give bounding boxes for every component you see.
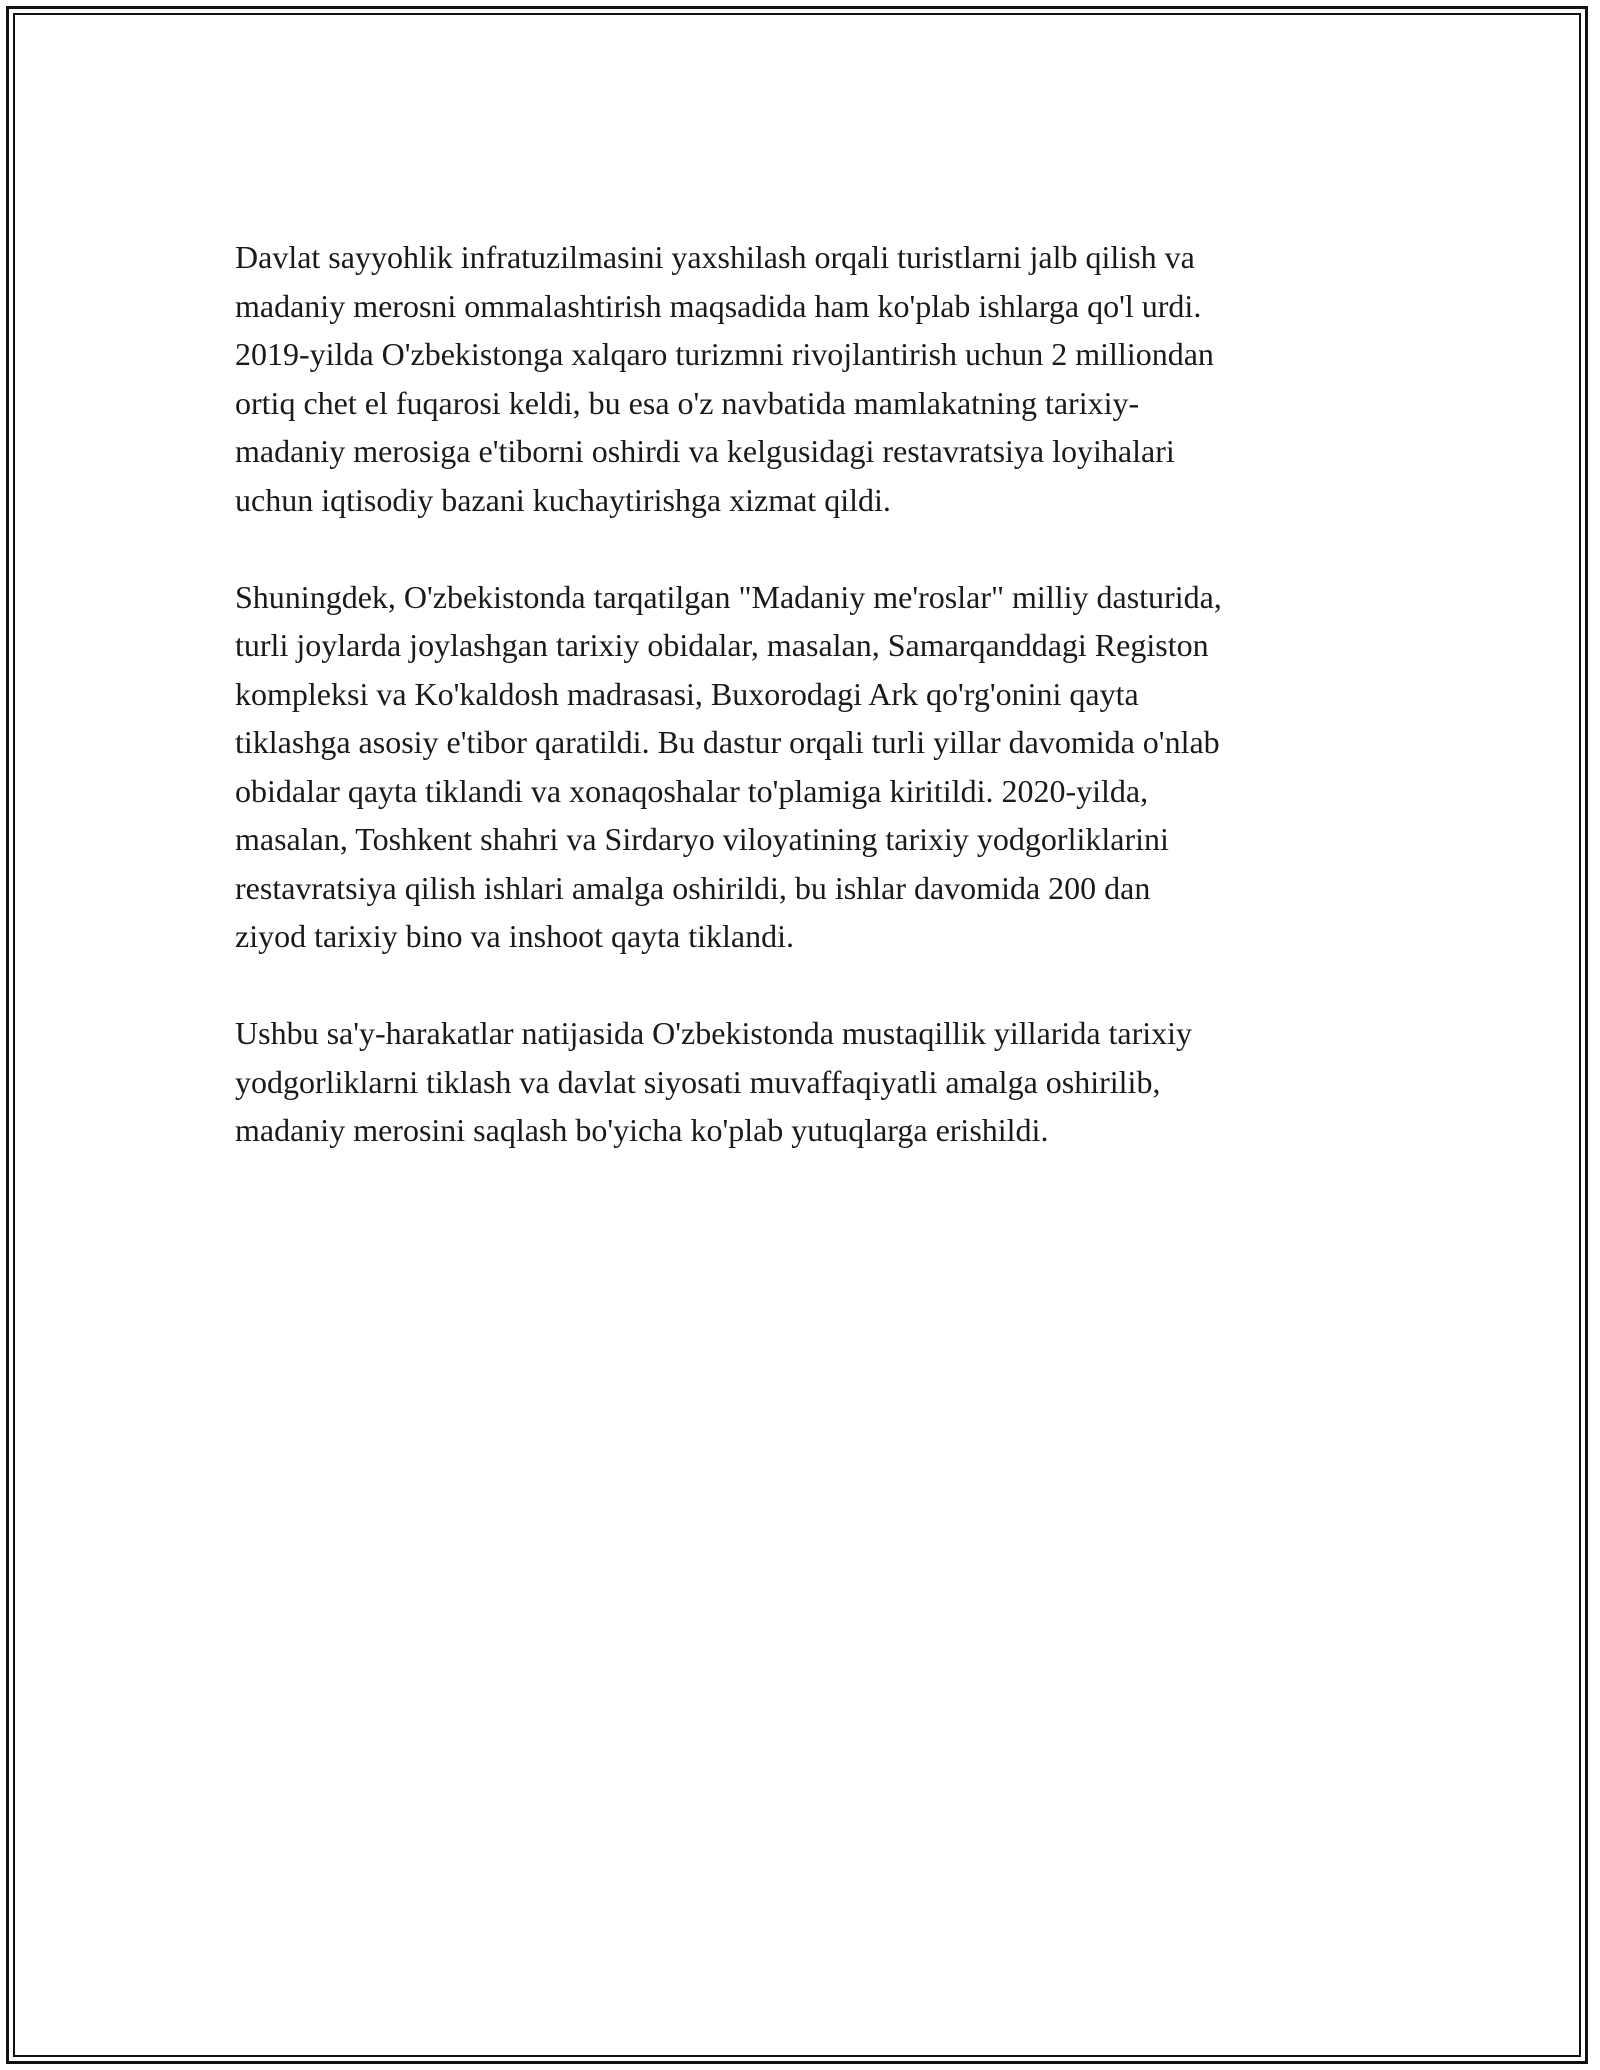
paragraph-1 — [235, 233, 1395, 524]
text-line: 2019-yilda O'zbekistonga xalqaro turizmni rivojlantirish uchun 2 milliondan — [235, 336, 1214, 372]
text-line: tiklashga asosiy e'tibor qaratildi. Bu dastur orqali turli yillar davomida o'nlab — [235, 724, 1220, 760]
text-line: ortiq chet el fuqarosi keldi, bu esa o'z navbatida mamlakatning tarixiy- — [235, 384, 1140, 421]
text-line: yodgorliklarni tiklash va davlat siyosati muvaffaqiyatli amalga oshirilib, — [235, 1063, 1161, 1100]
document-body — [235, 233, 1395, 1203]
text-line: madaniy merosiga e'tiborni oshirdi va kelgusidagi restavratsiya loyihalari — [235, 433, 1175, 469]
text-line: kompleksi va Ko'kaldosh madrasasi, Buxorodagi Ark qo'rg'onini qayta — [235, 675, 1139, 712]
text-line: madaniy merosni ommalashtirish maqsadida ham ko'plab ishlarga qo'l urdi. — [235, 287, 1202, 324]
text-line: madaniy merosini saqlash bo'yicha ko'plab yutuqlarga erishildi. — [235, 1112, 1049, 1148]
text-line: ziyod tarixiy bino va inshoot qayta tiklandi. — [235, 918, 795, 954]
text-line: masalan, Toshkent shahri va Sirdaryo viloyatining tarixiy yodgorliklarini — [235, 821, 1169, 857]
paragraph-3 — [235, 1009, 1395, 1155]
paragraph-2 — [235, 573, 1395, 961]
text-line: obidalar qayta tiklandi va xonaqoshalar to'plamiga kiritildi. 2020-yilda, — [235, 772, 1149, 809]
text-line: Ushbu sa'y-harakatlar natijasida O'zbekistonda mustaqillik yillarida tarixiy — [235, 1015, 1193, 1051]
text-line: Davlat sayyohlik infratuzilmasini yaxshilash orqali turistlarni jalb qilish va — [235, 239, 1195, 275]
text-line: turli joylarda joylashgan tarixiy obidalar, masalan, Samarqanddagi Registon — [235, 627, 1209, 663]
text-line: Shuningdek, O'zbekistonda tarqatilgan "Madaniy me'roslar" milliy dasturida, — [235, 578, 1222, 615]
text-line: uchun iqtisodiy bazani kuchaytirishga xizmat qildi. — [235, 481, 891, 518]
text-line: restavratsiya qilish ishlari amalga oshirildi, bu ishlar davomida 200 dan — [235, 869, 1151, 906]
